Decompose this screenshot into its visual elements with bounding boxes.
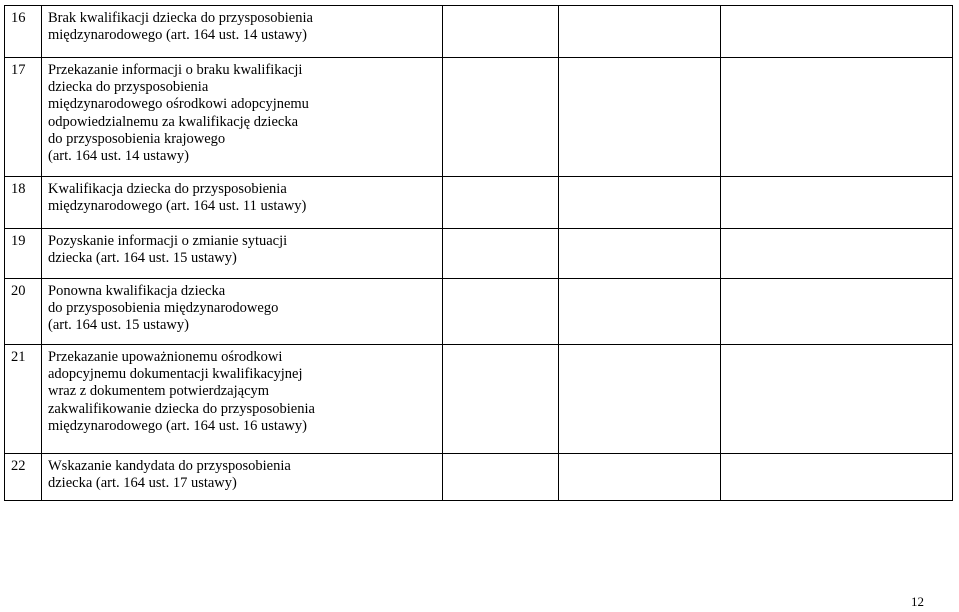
page-number: 12 <box>911 594 924 609</box>
description-line: Wskazanie kandydata do przysposobienia <box>48 458 291 474</box>
row-description <box>42 279 443 345</box>
description-line: (art. 164 ust. 14 ustawy) <box>48 148 189 165</box>
empty-cell <box>721 229 953 279</box>
table-row <box>5 58 953 177</box>
description-line: Kwalifikacja dziecka do przysposobienia <box>48 181 287 197</box>
description-line: (art. 164 ust. 15 ustawy) <box>48 317 189 334</box>
table-row <box>5 345 953 454</box>
table-row <box>5 454 953 501</box>
empty-cell <box>443 58 559 177</box>
description-line: do przysposobienia krajowego <box>48 130 226 147</box>
empty-cell <box>559 279 721 345</box>
empty-cell <box>721 58 953 177</box>
table-row <box>5 177 953 229</box>
description-line: dziecka (art. 164 ust. 17 ustawy) <box>48 475 237 492</box>
row-description <box>42 229 443 279</box>
empty-cell <box>559 6 721 58</box>
row-number: 21 <box>5 345 42 454</box>
description-line: Przekazanie upoważnionemu ośrodkowi <box>48 349 283 365</box>
empty-cell <box>443 229 559 279</box>
table-row <box>5 229 953 279</box>
description-line: dziecka do przysposobienia <box>48 79 209 96</box>
description-line: międzynarodowego (art. 164 ust. 14 ustawy) <box>48 27 307 44</box>
description-line: wraz z dokumentem potwierdzającym <box>48 383 270 400</box>
row-number: 16 <box>5 6 42 58</box>
empty-cell <box>443 177 559 229</box>
description-line: międzynarodowego (art. 164 ust. 16 ustawy) <box>48 417 307 434</box>
empty-cell <box>443 279 559 345</box>
empty-cell <box>559 177 721 229</box>
description-line: międzynarodowego ośrodkowi adopcyjnemu <box>48 96 309 113</box>
description-line: Ponowna kwalifikacja dziecka <box>48 283 226 299</box>
description-line: Przekazanie informacji o braku kwalifikacji <box>48 62 303 78</box>
empty-cell <box>721 279 953 345</box>
row-number: 20 <box>5 279 42 345</box>
empty-cell <box>721 345 953 454</box>
description-line: Brak kwalifikacji dziecka do przysposobienia <box>48 10 313 26</box>
empty-cell <box>443 6 559 58</box>
empty-cell <box>559 345 721 454</box>
row-number: 22 <box>5 454 42 501</box>
description-line: zakwalifikowanie dziecka do przysposobienia <box>48 400 315 417</box>
empty-cell <box>721 177 953 229</box>
description-line: Pozyskanie informacji o zmianie sytuacji <box>48 233 288 249</box>
empty-cell <box>559 229 721 279</box>
row-number: 17 <box>5 58 42 177</box>
description-line: adopcyjnemu dokumentacji kwalifikacyjnej <box>48 366 303 383</box>
procedure-table <box>4 5 953 501</box>
row-number: 19 <box>5 229 42 279</box>
description-line: międzynarodowego (art. 164 ust. 11 ustawy) <box>48 198 307 215</box>
description-line: do przysposobienia międzynarodowego <box>48 300 279 317</box>
row-description <box>42 345 443 454</box>
table-row <box>5 279 953 345</box>
row-description <box>42 454 443 501</box>
description-line: odpowiedzialnemu za kwalifikację dziecka <box>48 113 299 130</box>
procedure-table-body <box>5 6 953 501</box>
empty-cell <box>443 345 559 454</box>
table-row <box>5 6 953 58</box>
empty-cell <box>721 6 953 58</box>
empty-cell <box>443 454 559 501</box>
row-description <box>42 177 443 229</box>
row-number: 18 <box>5 177 42 229</box>
description-line: dziecka (art. 164 ust. 15 ustawy) <box>48 250 237 267</box>
empty-cell <box>559 58 721 177</box>
row-description <box>42 6 443 58</box>
empty-cell <box>721 454 953 501</box>
row-description <box>42 58 443 177</box>
empty-cell <box>559 454 721 501</box>
